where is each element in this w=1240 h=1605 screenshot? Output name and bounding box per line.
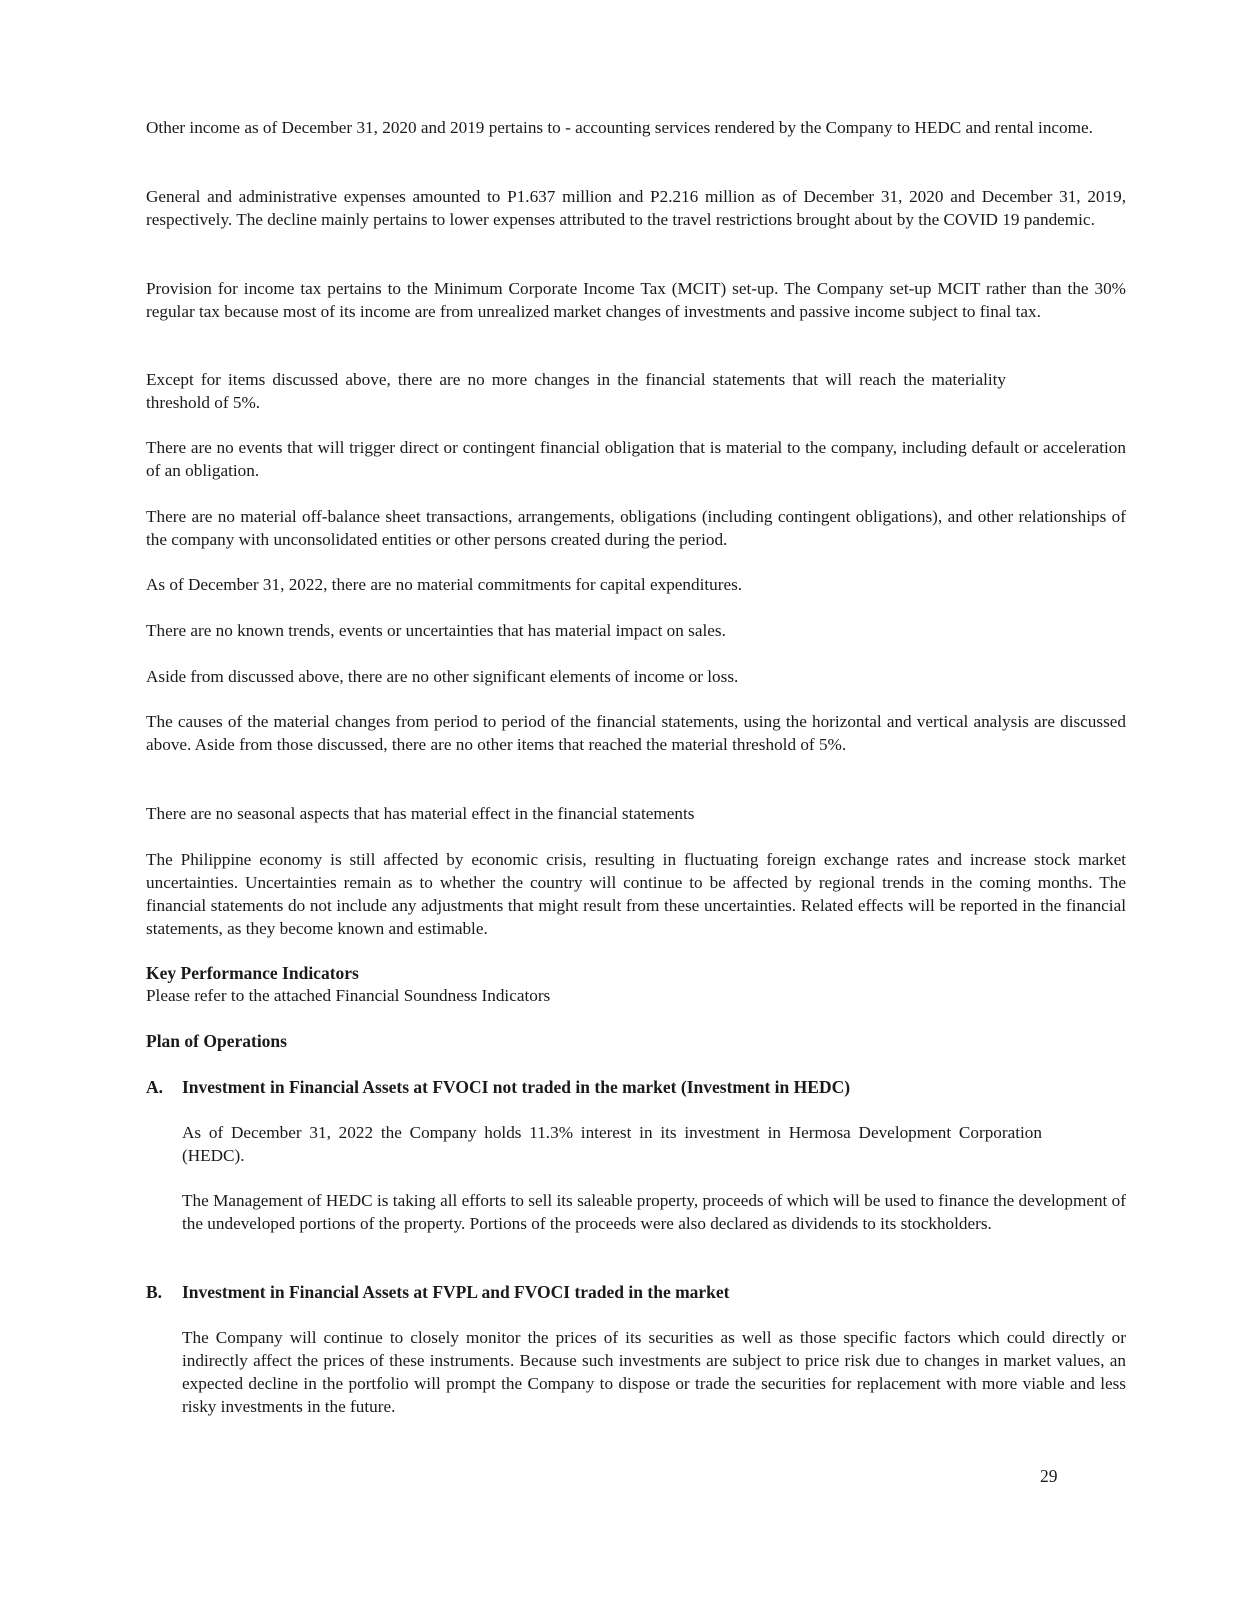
section-a-letter: A. <box>146 1077 164 1097</box>
plan-of-operations-heading: Plan of Operations <box>146 1031 287 1051</box>
section-a-title-text: Investment in Financial Assets at FVOCI not traded in the market (Investment in HEDC) <box>182 1077 851 1097</box>
section-b-title <box>146 1281 730 1304</box>
section-b-letter: B. <box>146 1282 163 1302</box>
paragraph-economy: The Philippine economy is still affected by economic crisis, resulting in fluctuating foreign exchange rates and increase stock market uncertainties. Uncertainties remain as to whether the country will continue to be affected by regional trends in the coming months. The financial statements do not include any adjustments that might result from these uncertainties. Related effects will be reported in the financial statements, as they become known and estimable. <box>146 850 1126 938</box>
paragraph-income-loss: Aside from discussed above, there are no other significant elements of income or loss. <box>146 667 739 686</box>
section-a-paragraph-interest: As of December 31, 2022 the Company holds 11.3% interest in its investment in Hermosa Development Corporation (HEDC). <box>182 1123 1042 1165</box>
paragraph-capital-expenditures: As of December 31, 2022, there are no material commitments for capital expenditures. <box>146 575 743 594</box>
paragraph-trends: There are no known trends, events or uncertainties that has material impact on sales. <box>146 621 726 640</box>
paragraph-other-income: Other income as of December 31, 2020 and 2019 pertains to - accounting services rendered by the Company to HEDC and rental income. <box>146 118 1093 137</box>
section-b-title-text: Investment in Financial Assets at FVPL and FVOCI traded in the market <box>182 1282 730 1302</box>
section-b-paragraph-monitor: The Company will continue to closely monitor the prices of its securities as well as those specific factors which could directly or indirectly affect the prices of these instruments. Because such investments are subject to price risk due to changes in market values, an expected decline in the portfolio will prompt the Company to dispose or trade the securities for replacement with more viable and less risky investments in the future. <box>182 1328 1126 1416</box>
paragraph-materiality: Except for items discussed above, there are no more changes in the financial statements that will reach the materiality threshold of 5%. <box>146 370 1006 412</box>
kpi-heading: Key Performance Indicators <box>146 963 359 983</box>
paragraph-obligations: There are no events that will trigger direct or contingent financial obligation that is material to the company, including default or acceleration of an obligation. <box>146 438 1126 480</box>
paragraph-off-balance: There are no material off-balance sheet transactions, arrangements, obligations (including contingent obligations), and other relationships of the company with unconsolidated entities or other persons created during the period. <box>146 507 1126 549</box>
paragraph-admin-expenses: General and administrative expenses amounted to P1.637 million and P2.216 million as of December 31, 2020 and December 31, 2019, respectively. The decline mainly pertains to lower expenses attributed to the travel restrictions brought about by the COVID 19 pandemic. <box>146 187 1126 229</box>
kpi-text: Please refer to the attached Financial Soundness Indicators <box>146 986 551 1005</box>
paragraph-income-tax: Provision for income tax pertains to the Minimum Corporate Income Tax (MCIT) set-up. The Company set-up MCIT rather than the 30% regular tax because most of its income are from unrealized market changes of investments and passive income subject to final tax. <box>146 279 1126 321</box>
section-a-paragraph-management: The Management of HEDC is taking all efforts to sell its saleable property, proceeds of which will be used to finance the development of the undeveloped portions of the property. Portions of the proceeds were also declared as dividends to its stockholders. <box>182 1191 1126 1233</box>
page-number: 29 <box>1040 1466 1058 1486</box>
paragraph-seasonal: There are no seasonal aspects that has material effect in the financial statements <box>146 804 695 823</box>
paragraph-material-changes: The causes of the material changes from period to period of the financial statements, using the horizontal and vertical analysis are discussed above. Aside from those discussed, there are no other items that reached the material threshold of 5%. <box>146 712 1126 754</box>
section-a-title <box>146 1076 850 1099</box>
